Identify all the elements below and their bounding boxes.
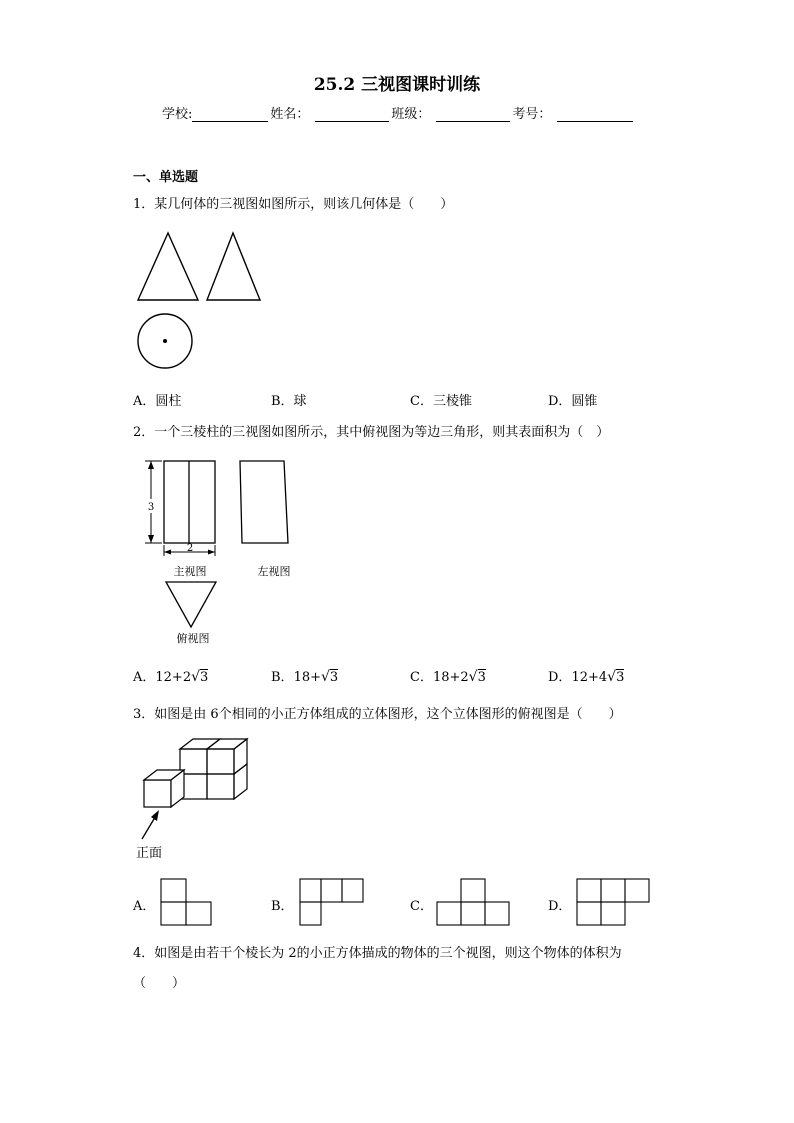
question-3-text: 3．如图是由 6个相同的小正方体组成的立体图形，这个立体图形的俯视图是（ ） (133, 707, 622, 722)
q2-option-d-expr: 12+4 (571, 670, 608, 685)
q3-option-d-label[interactable]: D． (548, 899, 572, 914)
question-4-text: 4．如图是由若干个棱长为 2的小正方体描成的物体的三个视图，则这个物体的体积为 (133, 946, 622, 961)
question-1-text: 1．某几何体的三视图如图所示，则该几何体是（ ） (133, 197, 454, 212)
q3-option-b-figure[interactable] (299, 878, 367, 928)
section-title: 一、单选题 (133, 170, 199, 185)
q2-option-d[interactable]: D．12+4√3 (548, 669, 625, 685)
top-view-label: 俯视图 (176, 632, 210, 645)
q1-option-c[interactable]: C．三棱锥 (410, 394, 472, 409)
q2-option-b-expr: 18+ (293, 670, 321, 685)
q3-option-c-label[interactable]: C． (410, 899, 433, 914)
school-blank[interactable] (192, 109, 268, 122)
q3-option-d-figure[interactable] (576, 878, 652, 928)
left-view-label: 左视图 (257, 565, 291, 578)
sqrt-sign: √ (468, 669, 478, 685)
q3-option-a-figure[interactable] (160, 878, 214, 928)
q1-option-b[interactable]: B．球 (271, 394, 307, 409)
q2-option-b[interactable]: B．18+√3 (271, 669, 339, 685)
q1-option-a[interactable]: A．圆柱 (133, 394, 182, 409)
q2-option-a-expr: 12+2 (155, 670, 192, 685)
top-view-triangle (166, 582, 216, 627)
name-label: 姓名： (270, 107, 310, 122)
width-dim-label: 2 (186, 543, 194, 554)
exam-no-label: 考号： (512, 107, 552, 122)
question-2-text: 2．一个三棱柱的三视图如图所示，其中俯视图为等边三角形，则其表面积为（ ） (133, 425, 610, 440)
q3-option-b-label[interactable]: B． (271, 899, 294, 914)
front-view-triangle (138, 233, 198, 300)
question-3-figure (130, 735, 260, 865)
top-view-center-dot (163, 339, 167, 343)
q3-option-c-figure[interactable] (436, 878, 510, 928)
sqrt-sign: √ (321, 669, 330, 685)
question-4-text-continued: （ ） (133, 976, 186, 991)
question-1-figure (130, 225, 270, 375)
question-2-figure (138, 455, 338, 650)
exam-no-blank[interactable] (557, 109, 633, 122)
student-info-line (162, 103, 635, 122)
sqrt-sign: √ (607, 669, 617, 685)
class-blank[interactable] (436, 109, 510, 122)
q2-option-c-expr: 18+2 (432, 670, 469, 685)
front-direction-label: 正面 (136, 846, 163, 861)
side-view-triangle (207, 233, 260, 300)
q1-option-d[interactable]: D．圆锥 (548, 394, 598, 409)
front-arrow-head (151, 810, 159, 821)
q3-option-a-label[interactable]: A． (133, 899, 156, 914)
page-title: 25.2 三视图课时训练 (313, 75, 481, 95)
class-label: 班级： (391, 107, 431, 122)
school-label: 学校: (162, 107, 193, 122)
front-view-label: 主视图 (173, 565, 207, 578)
sqrt-sign: √ (191, 669, 201, 685)
left-view-rect (240, 461, 288, 543)
height-dim-label: 3 (147, 502, 155, 513)
name-blank[interactable] (315, 109, 389, 122)
q2-option-a[interactable]: A．12+2√3 (133, 669, 209, 685)
q2-option-c[interactable]: C．18+2√3 (410, 669, 486, 685)
